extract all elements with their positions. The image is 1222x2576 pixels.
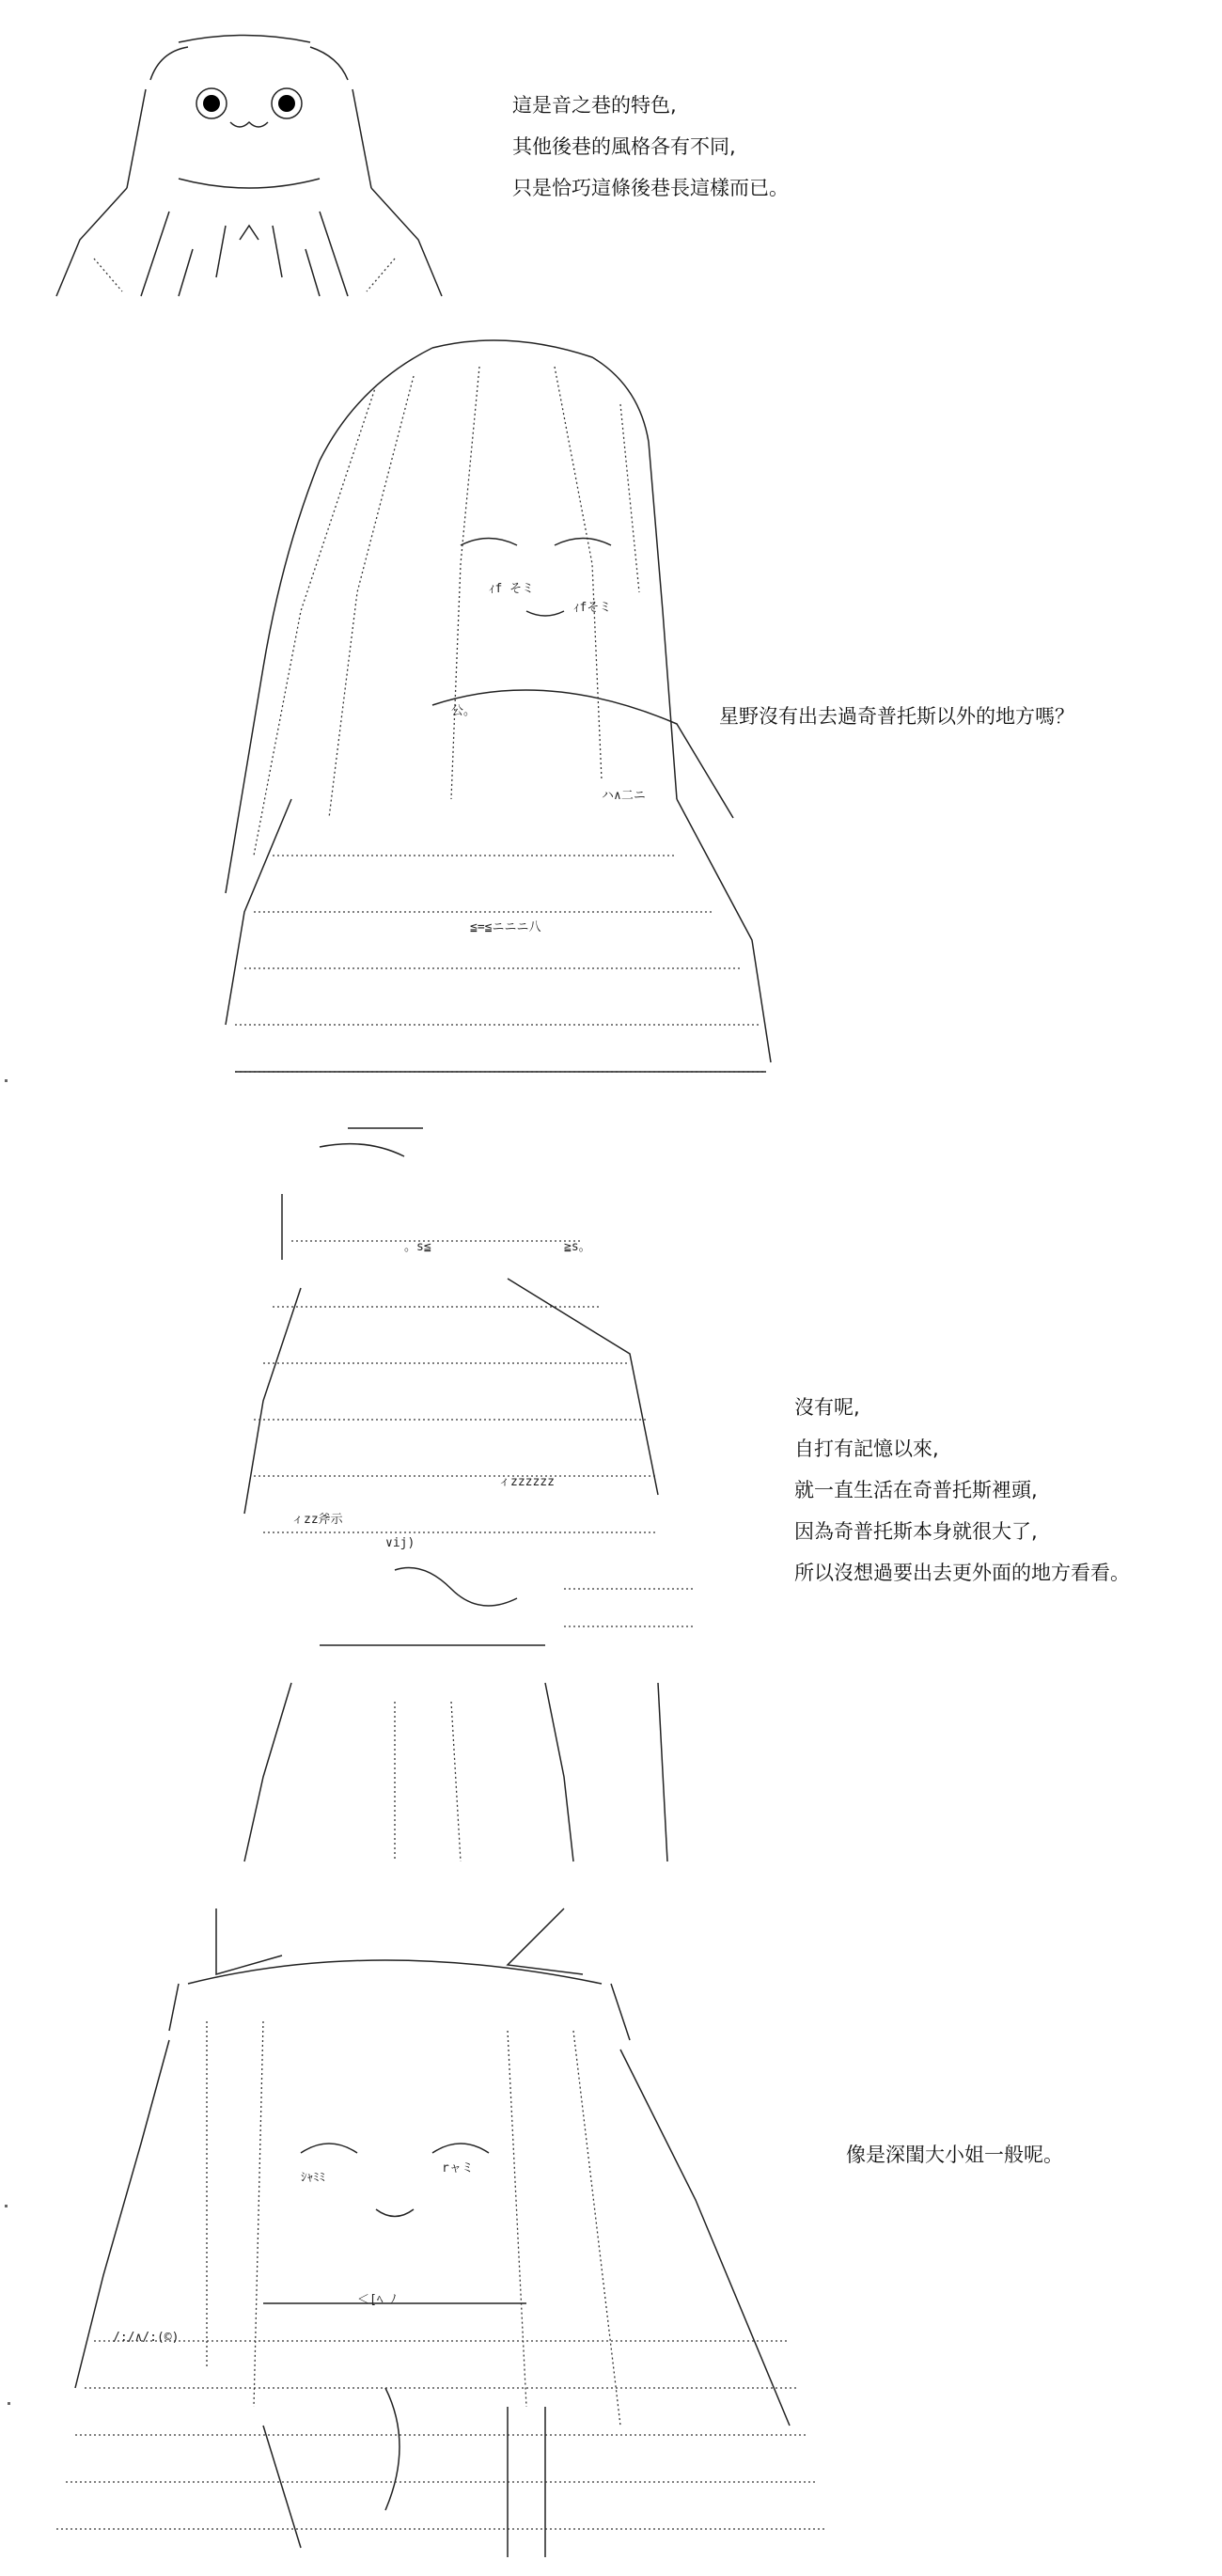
svg-text:ｨf そミ: ｨf そミ [489, 582, 535, 596]
caption-line: 就一直生活在奇普托斯裡頭, [794, 1479, 1038, 1501]
caption-line: 這是音之巷的特色, [512, 94, 677, 117]
caption-2 [719, 696, 1074, 737]
svg-text:rャミ: rャミ [442, 2161, 474, 2175]
svg-text:ィzzzzzz: ィzzzzzz [498, 1475, 555, 1489]
panel-3 [0, 1114, 1222, 1885]
caption-line: 像是深閨大小姐一般呢。 [846, 2144, 1063, 2166]
panel-4 [0, 1894, 1222, 2571]
caption-line: 沒有呢, [794, 1396, 860, 1419]
svg-text:≦=≦ニニニ八: ≦=≦ニニニ八 [470, 920, 541, 935]
ascii-art-girl-with-ribbon [19, 1899, 846, 2567]
panel-1 [0, 0, 1222, 310]
svg-text:∨ij): ∨ij) [385, 1536, 415, 1550]
caption-4 [846, 2134, 1063, 2175]
caption-1 [512, 85, 789, 209]
speck [8, 2402, 10, 2405]
ascii-art-mascot [38, 24, 451, 306]
speck [5, 1079, 8, 1082]
caption-line: 因為奇普托斯本身就很大了, [794, 1520, 1038, 1543]
svg-text:ｼｬﾐﾐ: ｼｬﾐﾐ [301, 2171, 325, 2185]
ascii-art-hoshino-long-hair [150, 329, 790, 1100]
svg-text:ィzz斧示: ィzz斧示 [291, 1513, 343, 1527]
svg-text:≧s。: ≧s。 [564, 1240, 591, 1254]
svg-text:ハ∧二ニ: ハ∧二ニ [602, 789, 646, 803]
caption-line: 所以沒想過要出去更外面的地方看看。 [794, 1562, 1130, 1584]
caption-line: 自打有記憶以來, [794, 1437, 939, 1460]
caption-line: 只是恰巧這條後巷長這樣而已。 [512, 177, 789, 199]
svg-text:ｨfそミ: ｨfそミ [573, 601, 612, 615]
caption-3 [794, 1387, 1130, 1594]
panel-2 [0, 320, 1222, 1100]
ascii-art-hoshino-sitting [207, 1119, 752, 1871]
speck [5, 2205, 8, 2207]
caption-line: 星野沒有出去過奇普托斯以外的地方嗎？ [719, 705, 1074, 728]
svg-text:/:/∧/:(©): /:/∧/:(©) [113, 2331, 180, 2345]
caption-line: 其他後巷的風格各有不同, [512, 135, 736, 158]
svg-text:＜[ﾍ ﾉ: ＜[ﾍ ﾉ [357, 2293, 397, 2307]
svg-text:公。: 公。 [451, 704, 477, 718]
svg-text:。s≦: 。s≦ [404, 1240, 431, 1254]
